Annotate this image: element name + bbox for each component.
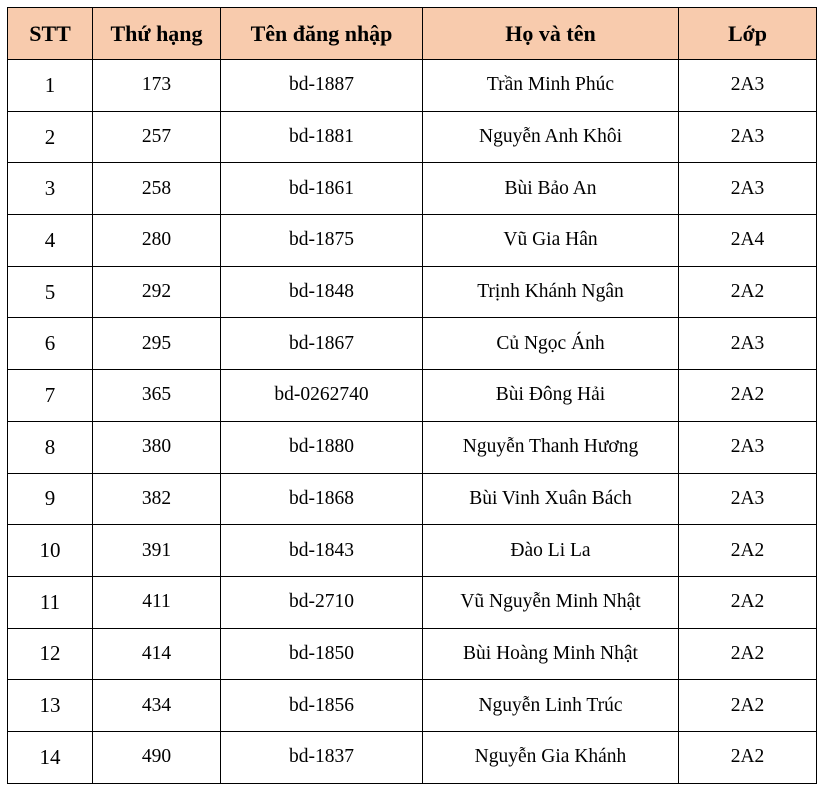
table-row [8,731,817,783]
cell-stt: 3 [8,163,93,215]
cell-rank: 258 [93,163,221,215]
cell-username: bd-0262740 [221,370,423,422]
cell-stt: 11 [8,576,93,628]
cell-username: bd-1875 [221,215,423,267]
cell-username: bd-1856 [221,680,423,732]
table-row [8,576,817,628]
table-row [8,111,817,163]
cell-username: bd-1887 [221,60,423,112]
cell-username: bd-1881 [221,111,423,163]
cell-class: 2A2 [679,525,817,577]
cell-full-name: Bùi Vinh Xuân Bách [423,473,679,525]
cell-stt: 12 [8,628,93,680]
cell-username: bd-1880 [221,421,423,473]
cell-stt: 5 [8,266,93,318]
cell-full-name: Bùi Đông Hải [423,370,679,422]
table-row [8,680,817,732]
cell-class: 2A2 [679,680,817,732]
cell-stt: 2 [8,111,93,163]
table-row [8,60,817,112]
cell-rank: 434 [93,680,221,732]
table-row [8,318,817,370]
cell-full-name: Nguyễn Anh Khôi [423,111,679,163]
header-username: Tên đăng nhập [221,8,423,60]
cell-class: 2A2 [679,266,817,318]
header-rank: Thứ hạng [93,8,221,60]
table-row [8,163,817,215]
cell-username: bd-1861 [221,163,423,215]
cell-stt: 10 [8,525,93,577]
cell-rank: 490 [93,731,221,783]
cell-full-name: Đào Li La [423,525,679,577]
cell-rank: 257 [93,111,221,163]
cell-full-name: Trịnh Khánh Ngân [423,266,679,318]
cell-stt: 9 [8,473,93,525]
cell-rank: 365 [93,370,221,422]
header-full-name: Họ và tên [423,8,679,60]
table-row [8,421,817,473]
cell-full-name: Bùi Hoàng Minh Nhật [423,628,679,680]
cell-class: 2A4 [679,215,817,267]
cell-stt: 8 [8,421,93,473]
table-row [8,473,817,525]
cell-class: 2A3 [679,473,817,525]
table-row [8,266,817,318]
cell-username: bd-1837 [221,731,423,783]
cell-full-name: Trần Minh Phúc [423,60,679,112]
cell-class: 2A3 [679,163,817,215]
cell-full-name: Vũ Nguyễn Minh Nhật [423,576,679,628]
header-row [8,8,817,60]
cell-rank: 411 [93,576,221,628]
cell-rank: 173 [93,60,221,112]
cell-rank: 382 [93,473,221,525]
cell-full-name: Củ Ngọc Ánh [423,318,679,370]
header-stt: STT [8,8,93,60]
cell-class: 2A2 [679,370,817,422]
cell-username: bd-2710 [221,576,423,628]
cell-rank: 280 [93,215,221,267]
cell-class: 2A2 [679,731,817,783]
cell-stt: 4 [8,215,93,267]
cell-full-name: Bùi Bảo An [423,163,679,215]
cell-username: bd-1843 [221,525,423,577]
cell-rank: 292 [93,266,221,318]
table-row [8,215,817,267]
cell-stt: 6 [8,318,93,370]
cell-stt: 1 [8,60,93,112]
cell-class: 2A3 [679,111,817,163]
cell-username: bd-1867 [221,318,423,370]
cell-class: 2A3 [679,421,817,473]
cell-full-name: Nguyễn Thanh Hương [423,421,679,473]
cell-class: 2A2 [679,628,817,680]
cell-rank: 414 [93,628,221,680]
cell-rank: 295 [93,318,221,370]
table-header [8,8,817,60]
cell-class: 2A2 [679,576,817,628]
table-row [8,628,817,680]
table-row [8,370,817,422]
ranking-table [7,7,817,784]
cell-class: 2A3 [679,60,817,112]
cell-rank: 391 [93,525,221,577]
cell-username: bd-1868 [221,473,423,525]
table-row [8,525,817,577]
cell-rank: 380 [93,421,221,473]
table-body [8,60,817,784]
cell-full-name: Vũ Gia Hân [423,215,679,267]
cell-class: 2A3 [679,318,817,370]
cell-username: bd-1850 [221,628,423,680]
cell-username: bd-1848 [221,266,423,318]
cell-stt: 7 [8,370,93,422]
cell-full-name: Nguyễn Gia Khánh [423,731,679,783]
cell-stt: 14 [8,731,93,783]
header-class: Lớp [679,8,817,60]
cell-stt: 13 [8,680,93,732]
cell-full-name: Nguyễn Linh Trúc [423,680,679,732]
